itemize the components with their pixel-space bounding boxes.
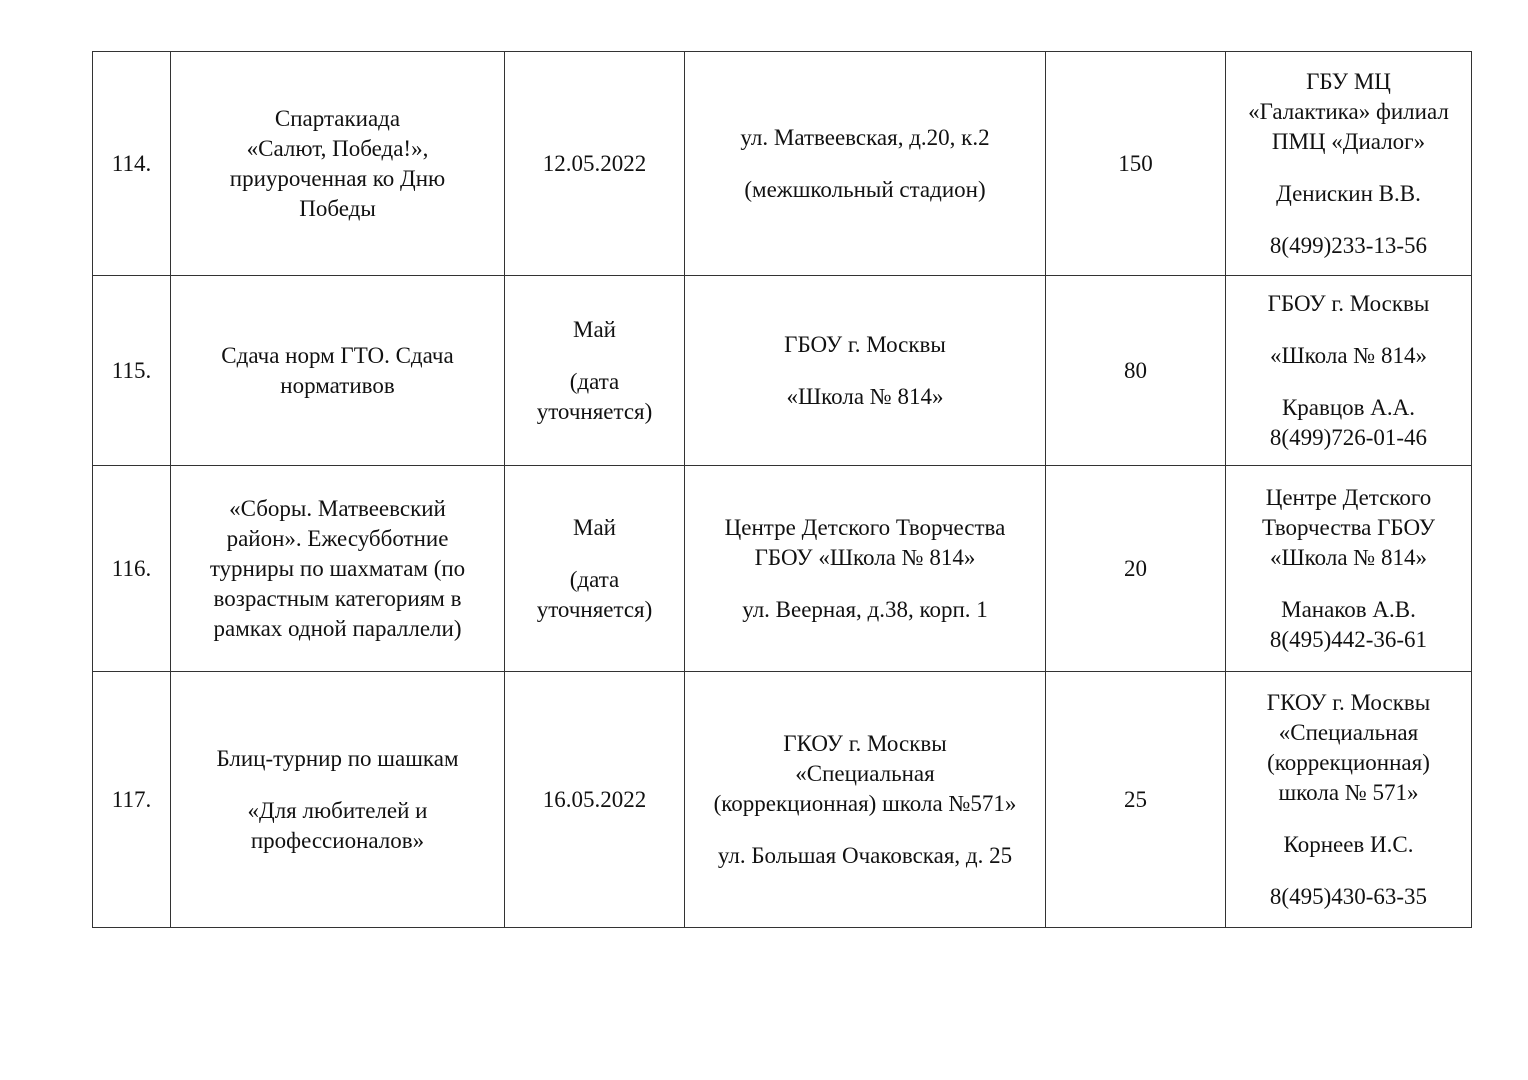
event-organizer: Центре Детского Творчества ГБОУ «Школа № 814» Манаков А.В. 8(495)442-36-61 [1226,466,1472,672]
participant-count: 25 [1046,672,1226,928]
event-date: Май (дата уточняется) [505,276,685,466]
event-place: ГКОУ г. Москвы «Специальная (коррекционная) школа №571» ул. Большая Очаковская, д. 25 [685,672,1046,928]
row-number: 115. [93,276,171,466]
event-organizer: ГКОУ г. Москвы «Специальная (коррекционная) школа № 571» Корнеев И.С. 8(495)430-63-35 [1226,672,1472,928]
event-organizer: ГБУ МЦ «Галактика» филиал ПМЦ «Диалог» Денискин В.В. 8(499)233-13-56 [1226,52,1472,276]
participant-count: 150 [1046,52,1226,276]
row-number: 116. [93,466,171,672]
table-row [93,672,1472,928]
table-row [93,276,1472,466]
table-row [93,52,1472,276]
event-place: Центре Детского Творчества ГБОУ «Школа № 814» ул. Веерная, д.38, корп. 1 [685,466,1046,672]
event-name: Сдача норм ГТО. Сдача нормативов [171,276,505,466]
event-name: Спартакиада «Салют, Победа!», приуроченная ко Дню Победы [171,52,505,276]
events-table [92,51,1472,928]
event-place: ГБОУ г. Москвы «Школа № 814» [685,276,1046,466]
table-row [93,466,1472,672]
event-place: ул. Матвеевская, д.20, к.2 (межшкольный стадион) [685,52,1046,276]
participant-count: 20 [1046,466,1226,672]
row-number: 114. [93,52,171,276]
participant-count: 80 [1046,276,1226,466]
event-organizer: ГБОУ г. Москвы «Школа № 814» Кравцов А.А. 8(499)726-01-46 [1226,276,1472,466]
event-name: Блиц-турнир по шашкам «Для любителей и профессионалов» [171,672,505,928]
event-date: Май (дата уточняется) [505,466,685,672]
event-name: «Сборы. Матвеевский район». Ежесубботние турниры по шахматам (по возрастным категориям в рамках одной параллели) [171,466,505,672]
row-number: 117. [93,672,171,928]
event-date: 16.05.2022 [505,672,685,928]
event-date: 12.05.2022 [505,52,685,276]
